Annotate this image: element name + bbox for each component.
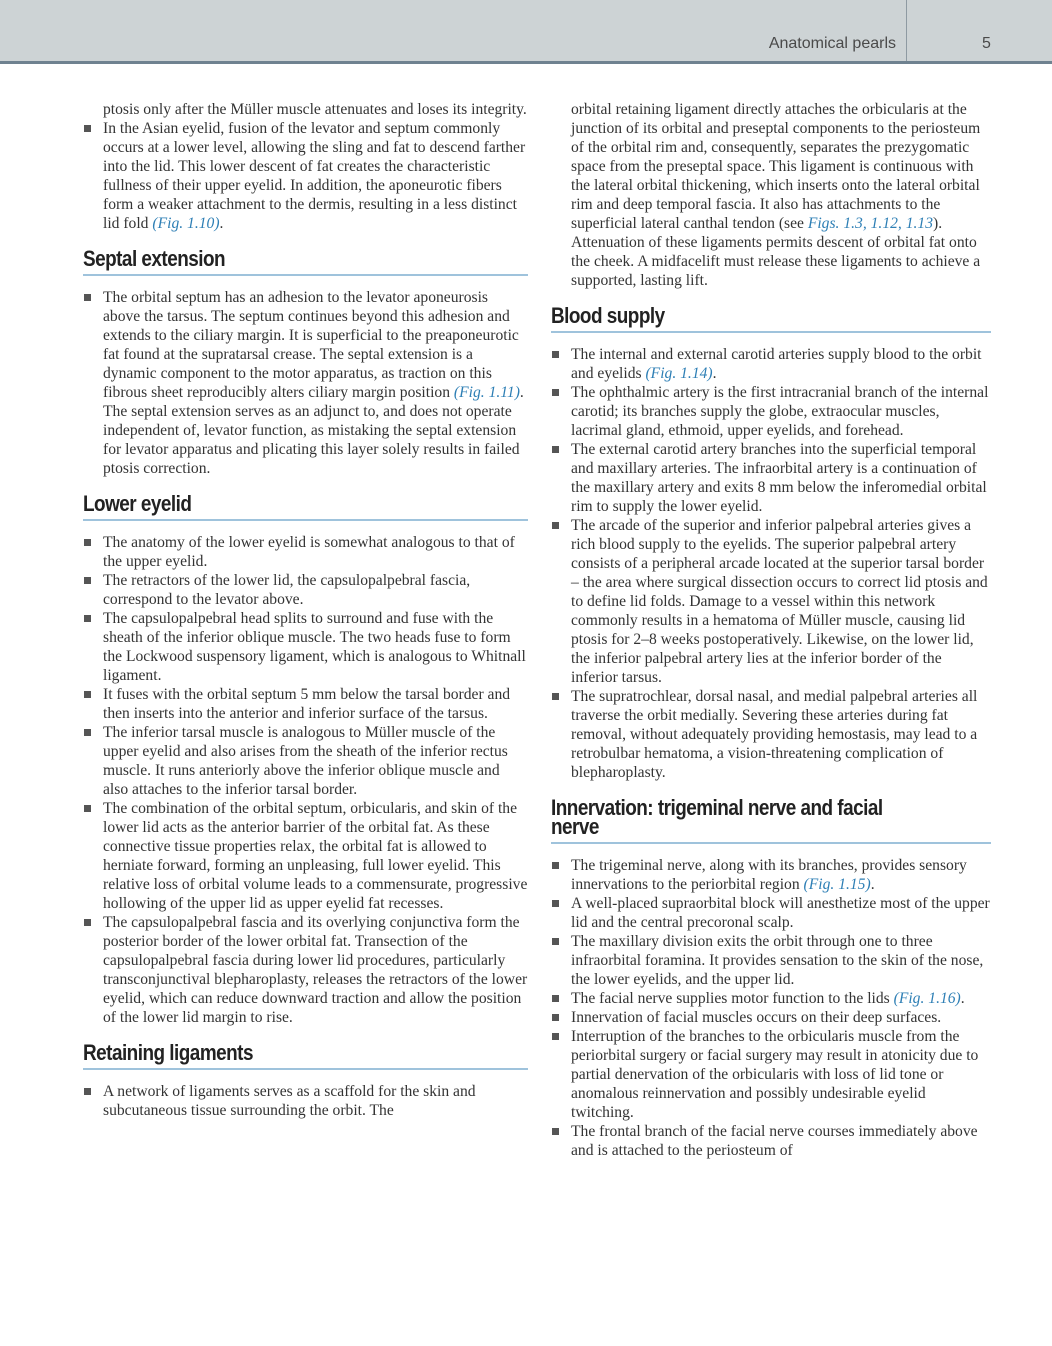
- blood-supply-list: [551, 345, 991, 782]
- list-item: The inferior tarsal muscle is analogous to Müller muscle of the upper eyelid and also arises from the sheath of the inferior rectus muscle. It runs anteriorly above the inferior oblique muscle and also attaches to the inferior tarsal border.: [83, 723, 528, 799]
- section-title: Lower eyelid: [83, 491, 192, 516]
- list-item: The supratrochlear, dorsal nasal, and medial palpebral arteries all traverse the orbit medially. Severing these arteries during fat removal, without adequately providing hemostasis, may lead to a retrobulbar hematoma, a vision-threatening complication of blepharoplasty.: [551, 687, 991, 782]
- list-item: A network of ligaments serves as a scaffold for the skin and subcutaneous tissue surrounding the orbit. The: [83, 1082, 528, 1120]
- bullet-icon: [552, 446, 559, 453]
- section-title: Blood supply: [551, 303, 665, 328]
- bullet-icon: [84, 691, 91, 698]
- list-item: A well-placed supraorbital block will anesthetize most of the upper lid and the central precoronal scalp.: [551, 894, 991, 932]
- section-heading-retaining-ligaments: [83, 1040, 528, 1070]
- asian-eyelid-list: [83, 119, 528, 233]
- paragraph-continuation: orbital retaining ligament directly attaches the orbicularis at the junction of its orbital and preseptal components to the periosteum of the orbital rim and, consequently, separates the prezygomatic space from the preseptal space. This ligament is continuous with the lateral orbital thickening, which inserts onto the lateral orbital rim and deep temporal fascia. It also has attachments to the superficial lateral canthal tendon (see Figs. 1.3, 1.12, 1.13). Attenuation of these ligaments permits descent of orbital fat onto the cheek. A midfacelift must release these ligaments to achieve a supported, lasting lift.: [571, 101, 981, 289]
- bullet-icon: [552, 1128, 559, 1135]
- section-heading-blood-supply: [551, 303, 991, 333]
- retaining-ligaments-list: [83, 1082, 528, 1120]
- bullet-icon: [552, 1033, 559, 1040]
- list-item: Innervation of facial muscles occurs on their deep surfaces.: [551, 1008, 991, 1027]
- bullet-icon: [84, 577, 91, 584]
- figure-reference-link[interactable]: (Fig. 1.11): [453, 384, 520, 401]
- list-item: The anatomy of the lower eyelid is somewhat analogous to that of the upper eyelid.: [83, 533, 528, 571]
- figure-reference-link[interactable]: (Fig. 1.14): [645, 365, 713, 382]
- list-item: The internal and external carotid arteries supply blood to the orbit and eyelids (Fig. 1.14).: [551, 345, 991, 383]
- list-item: The external carotid artery branches into the superficial temporal and maxillary arteries. The infraorbital artery is a continuation of the maxillary artery and exits 8 mm below the inferomedial orbital rim to supply the lower eyelid.: [551, 440, 991, 516]
- figure-reference-link[interactable]: Figs. 1.3, 1.12, 1.13: [807, 215, 934, 232]
- section-title: Septal extension: [83, 246, 226, 271]
- page-number: 5: [982, 35, 991, 52]
- running-section-title: Anatomical pearls: [768, 35, 896, 52]
- innervation-list: [551, 856, 991, 1160]
- bullet-icon: [84, 539, 91, 546]
- section-heading-lower-eyelid: [83, 491, 528, 521]
- figure-reference-link[interactable]: (Fig. 1.15): [803, 876, 871, 893]
- bullet-icon: [84, 615, 91, 622]
- figure-reference-link[interactable]: (Fig. 1.10): [152, 215, 220, 232]
- bullet-icon: [552, 389, 559, 396]
- bullet-icon: [552, 522, 559, 529]
- list-item: The retractors of the lower lid, the capsulopalpebral fascia, correspond to the levator above.: [83, 571, 528, 609]
- lower-eyelid-list: [83, 533, 528, 1027]
- bullet-icon: [84, 125, 91, 132]
- bullet-icon: [84, 294, 91, 301]
- paragraph-continuation: ptosis only after the Müller muscle attenuates and loses its integrity.: [103, 101, 527, 118]
- septal-extension-list: [83, 288, 528, 478]
- list-item: The trigeminal nerve, along with its branches, provides sensory innervations to the periorbital region (Fig. 1.15).: [551, 856, 991, 894]
- bullet-icon: [552, 351, 559, 358]
- bullet-icon: [552, 900, 559, 907]
- list-item: Interruption of the branches to the orbicularis muscle from the periorbital surgery or facial surgery may result in atonicity due to partial denervation of the orbicularis with loss of lid tone or anomalous reinnervation and possibly undesirable eyelid twitching.: [551, 1027, 991, 1122]
- section-title: Innervation: trigeminal nerve and facial nerve: [551, 795, 883, 839]
- list-item: The arcade of the superior and inferior palpebral arteries gives a rich blood supply to the eyelids. The superior palpebral artery consists of a peripheral arcade located at the superior tarsal border – the area where surgical dissection occurs to correct lid ptosis and to define lid folds. Damage to a vessel within this network commonly results in a hematoma of Müller muscle, causing lid ptosis for 2–8 weeks postoperatively. Likewise, on the lower lid, the inferior palpebral artery lies at the inferior border of the inferior tarsus.: [551, 516, 991, 687]
- bullet-icon: [552, 693, 559, 700]
- left-column: [83, 100, 528, 1120]
- bullet-icon: [84, 729, 91, 736]
- list-item: The maxillary division exits the orbit through one to three infraorbital foramina. It provides sensation to the skin of the nose, the lower eyelids, and the upper lid.: [551, 932, 991, 989]
- bullet-icon: [84, 919, 91, 926]
- page-header: [0, 0, 1052, 64]
- list-item: The combination of the orbital septum, orbicularis, and skin of the lower lid acts as the anterior barrier of the orbital fat. As these connective tissue properties relax, the orbital fat is allowed to herniate forward, forming an unpleasing, full lower eyelid. This relative loss of orbital volume leads to a commensurate, progressive hollowing of the upper lid as upper eyelid fat recesses.: [83, 799, 528, 913]
- list-item: The capsulopalpebral fascia and its overlying conjunctiva form the posterior border of the lower orbital fat. Transection of the capsulopalpebral fascia during lower lid procedures, particularly transconjunctival blepharoplasty, releases the retractors of the lower eyelid, which can reduce downward traction and allow the position of the lower lid margin to rise.: [83, 913, 528, 1027]
- figure-reference-link[interactable]: (Fig. 1.16): [893, 990, 961, 1007]
- bullet-icon: [552, 862, 559, 869]
- bullet-icon: [84, 805, 91, 812]
- list-item: The facial nerve supplies motor function to the lids (Fig. 1.16).: [551, 989, 991, 1008]
- right-column: [551, 100, 991, 1160]
- list-item: In the Asian eyelid, fusion of the levator and septum commonly occurs at a lower level, allowing the sling and fat to descend farther into the lid. This lower descent of fat creates the characteristic fullness of their upper eyelid. In addition, the aponeurotic fibers form a weaker attachment to the dermis, resulting in a less distinct lid fold (Fig. 1.10).: [83, 119, 528, 233]
- list-item: The orbital septum has an adhesion to the levator aponeurosis above the tarsus. The septum continues beyond this adhesion and extends to the ciliary margin. It is superficial to the preaponeurotic fat found at the supratarsal crease. The septal extension is a dynamic component to the motor apparatus, as traction on this fibrous sheet reproducibly alters ciliary margin position (Fig. 1.11). The septal extension serves as an adjunct to, and does not operate independent of, levator function, as mistaking the septal extension for levator apparatus and plicating this layer solely results in failed ptosis correction.: [83, 288, 528, 478]
- list-item: The frontal branch of the facial nerve courses immediately above and is attached to the periosteum of: [551, 1122, 991, 1160]
- bullet-icon: [552, 938, 559, 945]
- list-item: It fuses with the orbital septum 5 mm below the tarsal border and then inserts into the anterior and inferior surface of the tarsus.: [83, 685, 528, 723]
- section-heading-innervation: [551, 795, 991, 844]
- list-item: The ophthalmic artery is the first intracranial branch of the internal carotid; its branches supply the globe, extraocular muscles, lacrimal gland, ethmoid, upper eyelids, and forehead.: [551, 383, 991, 440]
- header-divider: [906, 0, 907, 61]
- bullet-icon: [552, 1014, 559, 1021]
- bullet-icon: [552, 995, 559, 1002]
- bullet-icon: [84, 1088, 91, 1095]
- section-heading-septal-extension: [83, 246, 528, 276]
- list-item: The capsulopalpebral head splits to surround and fuse with the sheath of the inferior oblique muscle. The two heads fuse to form the Lockwood suspensory ligament, which is analogous to Whitnall ligament.: [83, 609, 528, 685]
- section-title: Retaining ligaments: [83, 1040, 253, 1065]
